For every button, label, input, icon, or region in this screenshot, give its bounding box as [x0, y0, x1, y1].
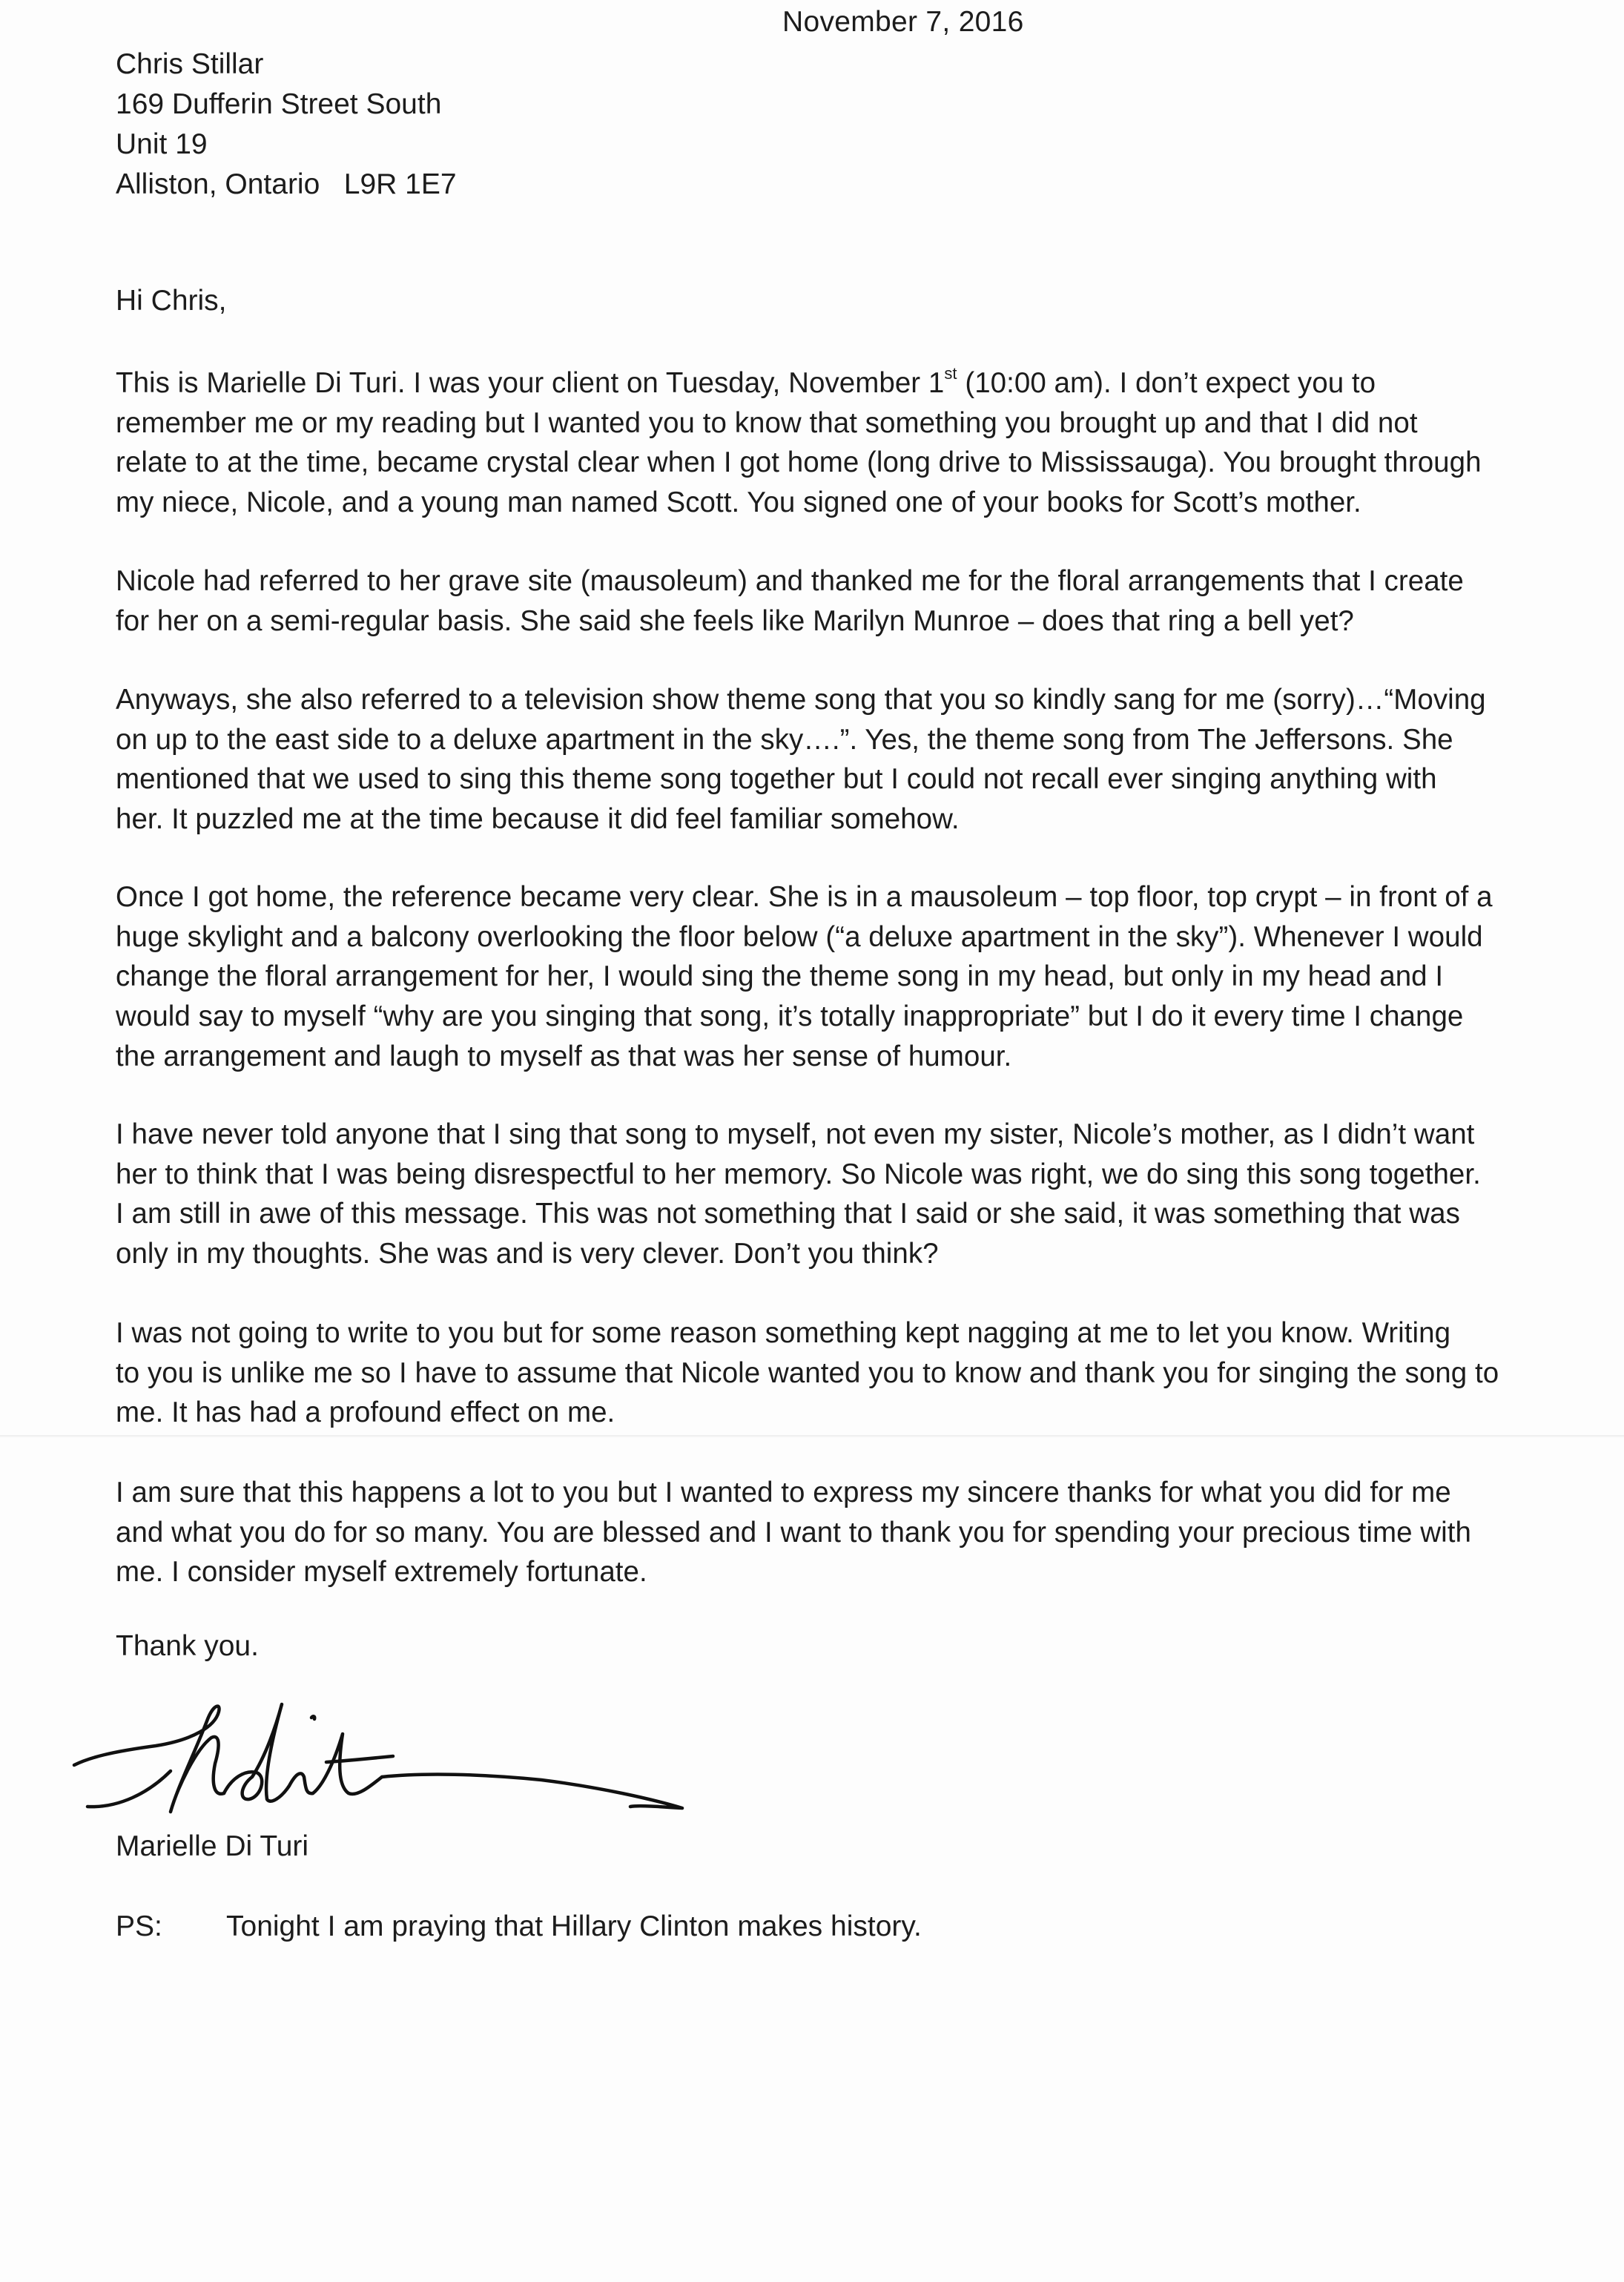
paragraph-line: me. It has had a profound effect on me. — [116, 1396, 615, 1429]
paragraph-7 — [116, 1473, 1569, 1592]
paragraph-line: remember me or my reading but I wanted you to know that something you brought up and that I did not — [116, 406, 1418, 439]
letter-date: November 7, 2016 — [782, 6, 1024, 38]
paragraph-line: for her on a semi-regular basis. She said she feels like Marilyn Munroe – does that ring a bell yet? — [116, 604, 1354, 637]
paragraph-line: Nicole had referred to her grave site (mausoleum) and thanked me for the floral arrangements that I create — [116, 565, 1464, 597]
paragraph-line: to you is unlike me so I have to assume that Nicole wanted you to know and thank you for singing the song to — [116, 1356, 1499, 1389]
closing: Thank you. — [116, 1630, 259, 1662]
paragraph-line: her to think that I was being disrespectful to her memory. So Nicole was right, we do sing this song together. — [116, 1158, 1481, 1190]
greeting: Hi Chris, — [116, 285, 227, 317]
paragraph-line: huge skylight and a balcony overlooking the floor below (“a deluxe apartment in the sky”). Whenever I would — [116, 920, 1483, 953]
recipient-unit: Unit 19 — [116, 128, 208, 160]
paragraph-line: on up to the east side to a deluxe apartment in the sky….”. Yes, the theme song from The Jeffersons. She — [116, 723, 1453, 756]
paragraph-line: I am sure that this happens a lot to you but I wanted to express my sincere thanks for what you did for me — [116, 1477, 1451, 1508]
line-text: This is Marielle Di Turi. I was your client on Tuesday, November 1 — [116, 367, 945, 399]
ps-label: PS: — [116, 1910, 162, 1942]
recipient-street: 169 Dufferin Street South — [116, 88, 442, 120]
paragraph-line: my niece, Nicole, and a young man named Scott. You signed one of your books for Scott’s mother. — [116, 487, 1361, 519]
paragraph-line: I was not going to write to you but for some reason something kept nagging at me to let you know. Writing — [116, 1317, 1451, 1349]
paragraph-1 — [116, 363, 1569, 523]
paper-fold-line — [0, 1435, 1624, 1437]
recipient-name: Chris Stillar — [116, 48, 264, 80]
paragraph-2 — [116, 561, 1569, 641]
paragraph-line: Once I got home, the reference became very clear. She is in a mausoleum – top floor, top crypt – in front of a — [116, 881, 1493, 913]
paragraph-line: her. It puzzled me at the time because it did feel familiar somehow. — [116, 803, 960, 836]
paragraph-3 — [116, 680, 1569, 840]
paragraph-line: would say to myself “why are you singing that song, it’s totally inappropriate” but I do it every time I change — [116, 1000, 1464, 1033]
paragraph-4 — [116, 877, 1569, 1077]
paragraph-line — [116, 363, 1569, 403]
paragraph-line: the arrangement and laugh to myself as that was her sense of humour. — [116, 1040, 1012, 1072]
paragraph-line: I have never told anyone that I sing that song to myself, not even my sister, Nicole’s mother, as I didn’t want — [116, 1118, 1475, 1150]
paragraph-line: change the floral arrangement for her, I would sing the theme song in my head, but only in my head and I — [116, 960, 1444, 993]
signer-name: Marielle Di Turi — [116, 1830, 309, 1862]
ps-text: Tonight I am praying that Hillary Clinton makes history. — [226, 1910, 922, 1942]
ordinal-suffix: st — [944, 364, 957, 383]
paragraph-line: I am still in awe of this message. This was not something that I said or she said, it was something that was — [116, 1198, 1460, 1230]
paragraph-line: me. I consider myself extremely fortunate. — [116, 1556, 647, 1589]
paragraph-line: only in my thoughts. She was and is very clever. Don’t you think? — [116, 1238, 939, 1270]
paragraph-line: Anyways, she also referred to a television show theme song that you so kindly sang for me (sorry)…“Moving — [116, 684, 1486, 716]
paragraph-6 — [116, 1313, 1569, 1433]
paragraph-line: and what you do for so many. You are blessed and I want to thank you for spending your precious time with — [116, 1516, 1471, 1549]
recipient-address — [116, 44, 457, 205]
line-text: (10:00 am). I don’t expect you to — [957, 367, 1376, 399]
recipient-city: Alliston, Ontario L9R 1E7 — [116, 168, 457, 200]
handwritten-signature — [67, 1675, 690, 1838]
paragraph-line: relate to at the time, became crystal clear when I got home (long drive to Mississauga). You brought through — [116, 446, 1482, 479]
paragraph-5 — [116, 1115, 1569, 1274]
paragraph-line: mentioned that we used to sing this theme song together but I could not recall ever singing anything with — [116, 763, 1437, 796]
